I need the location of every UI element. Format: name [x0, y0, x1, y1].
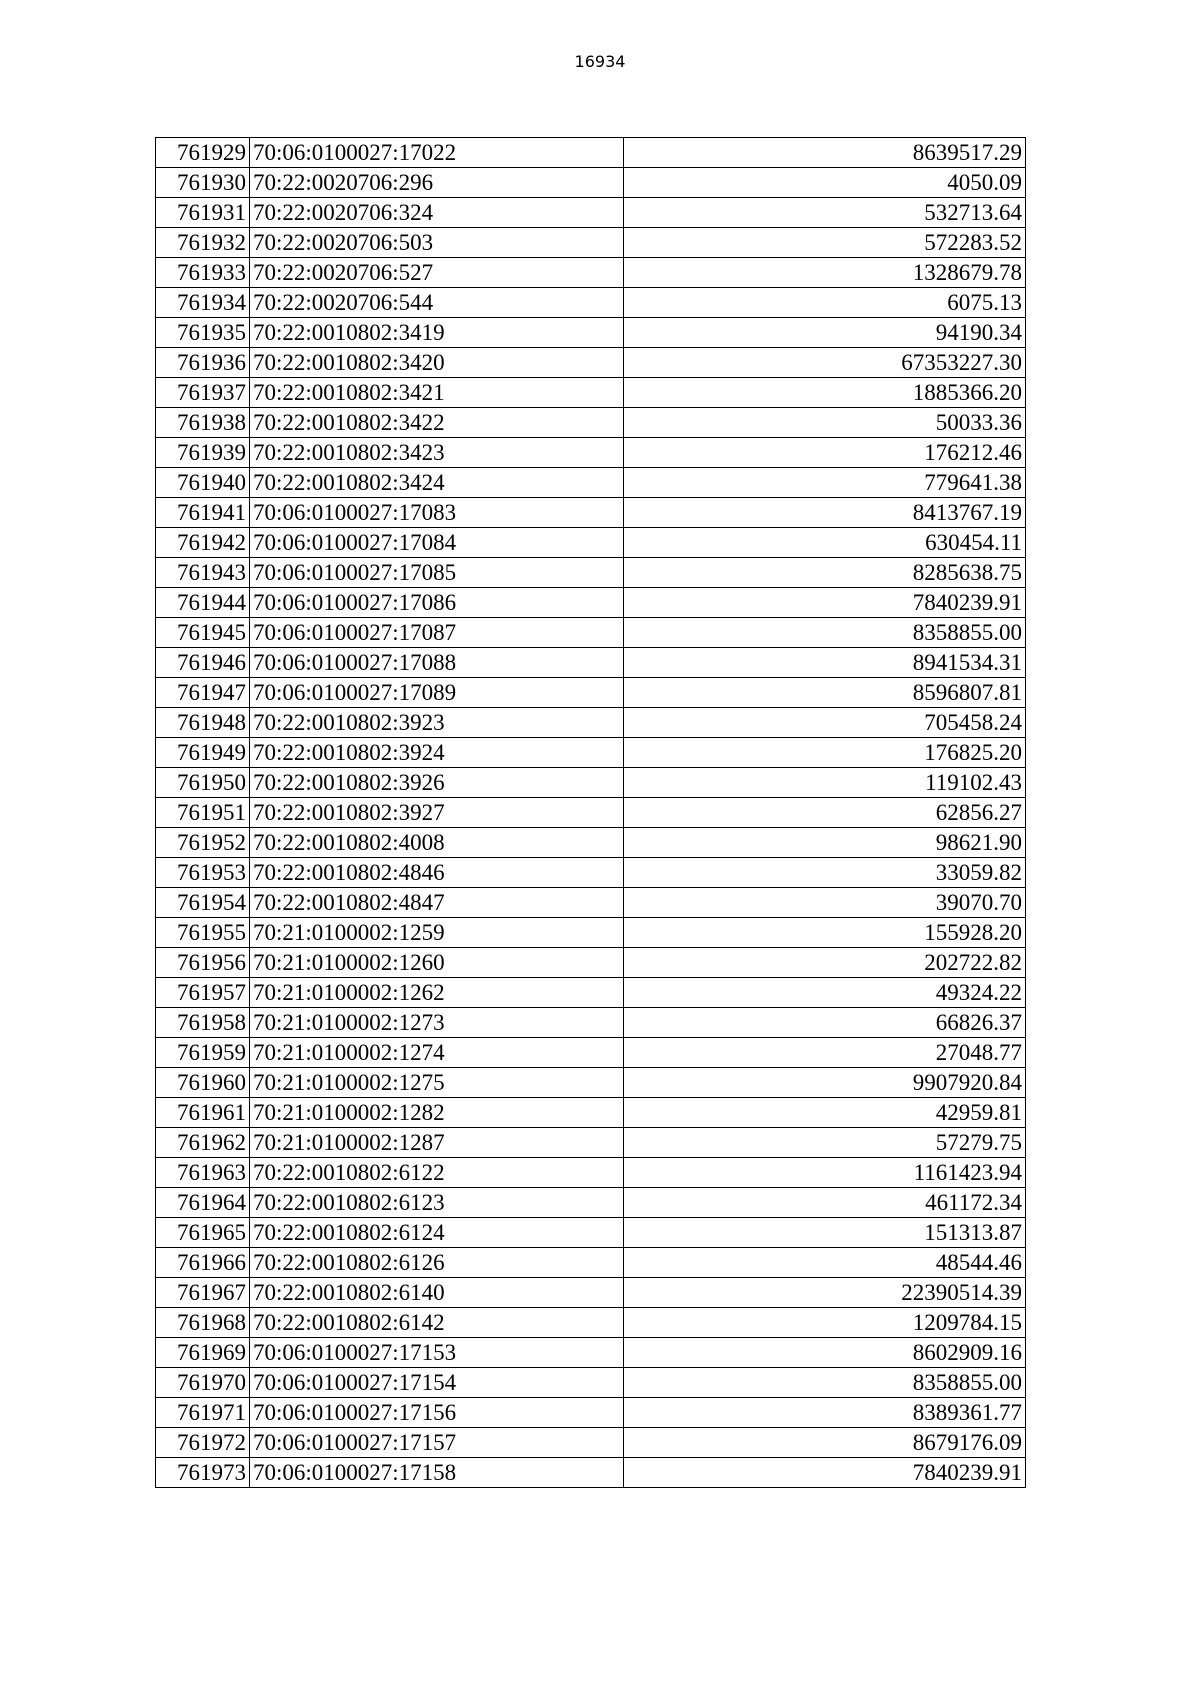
- cadastral-number-cell: 70:21:0100002:1259: [250, 918, 624, 948]
- value-cell: 176825.20: [624, 738, 1026, 768]
- table-row: [156, 558, 1026, 588]
- value-cell: 202722.82: [624, 948, 1026, 978]
- cadastral-number-cell: 70:06:0100027:17089: [250, 678, 624, 708]
- table-row: [156, 738, 1026, 768]
- value-cell: 67353227.30: [624, 348, 1026, 378]
- row-number-cell: 761972: [156, 1428, 250, 1458]
- table-row: [156, 708, 1026, 738]
- cadastral-number-cell: 70:06:0100027:17083: [250, 498, 624, 528]
- table-row: [156, 1248, 1026, 1278]
- cadastral-number-cell: 70:22:0010802:3420: [250, 348, 624, 378]
- table-row: [156, 348, 1026, 378]
- table-row: [156, 648, 1026, 678]
- row-number-cell: 761961: [156, 1098, 250, 1128]
- table-row: [156, 828, 1026, 858]
- value-cell: 8596807.81: [624, 678, 1026, 708]
- value-cell: 8602909.16: [624, 1338, 1026, 1368]
- cadastral-number-cell: 70:22:0010802:6122: [250, 1158, 624, 1188]
- table-row: [156, 528, 1026, 558]
- value-cell: 779641.38: [624, 468, 1026, 498]
- value-cell: 8358855.00: [624, 1368, 1026, 1398]
- row-number-cell: 761940: [156, 468, 250, 498]
- cadastral-number-cell: 70:06:0100027:17153: [250, 1338, 624, 1368]
- row-number-cell: 761944: [156, 588, 250, 618]
- table-row: [156, 1128, 1026, 1158]
- row-number-cell: 761946: [156, 648, 250, 678]
- row-number-cell: 761973: [156, 1458, 250, 1488]
- row-number-cell: 761945: [156, 618, 250, 648]
- row-number-cell: 761938: [156, 408, 250, 438]
- value-cell: 1161423.94: [624, 1158, 1026, 1188]
- row-number-cell: 761929: [156, 138, 250, 168]
- cadastral-number-cell: 70:21:0100002:1275: [250, 1068, 624, 1098]
- table-row: [156, 1398, 1026, 1428]
- cadastral-number-cell: 70:06:0100027:17154: [250, 1368, 624, 1398]
- row-number-cell: 761956: [156, 948, 250, 978]
- row-number-cell: 761943: [156, 558, 250, 588]
- table-row: [156, 618, 1026, 648]
- table-row: [156, 858, 1026, 888]
- table-row: [156, 198, 1026, 228]
- cadastral-number-cell: 70:22:0020706:544: [250, 288, 624, 318]
- page-number: 16934: [574, 52, 626, 71]
- value-cell: 6075.13: [624, 288, 1026, 318]
- row-number-cell: 761964: [156, 1188, 250, 1218]
- row-number-cell: 761966: [156, 1248, 250, 1278]
- row-number-cell: 761969: [156, 1338, 250, 1368]
- table-row: [156, 258, 1026, 288]
- cadastral-number-cell: 70:06:0100027:17084: [250, 528, 624, 558]
- table-row: [156, 1458, 1026, 1488]
- row-number-cell: 761953: [156, 858, 250, 888]
- value-cell: 119102.43: [624, 768, 1026, 798]
- value-cell: 27048.77: [624, 1038, 1026, 1068]
- value-cell: 49324.22: [624, 978, 1026, 1008]
- table-row: [156, 138, 1026, 168]
- table-row: [156, 378, 1026, 408]
- value-cell: 8639517.29: [624, 138, 1026, 168]
- cadastral-number-cell: 70:06:0100027:17087: [250, 618, 624, 648]
- row-number-cell: 761932: [156, 228, 250, 258]
- row-number-cell: 761971: [156, 1398, 250, 1428]
- cadastral-number-cell: 70:22:0010802:4846: [250, 858, 624, 888]
- table-row: [156, 288, 1026, 318]
- cadastral-number-cell: 70:06:0100027:17022: [250, 138, 624, 168]
- value-cell: 50033.36: [624, 408, 1026, 438]
- cadastral-number-cell: 70:22:0010802:3424: [250, 468, 624, 498]
- table-row: [156, 1098, 1026, 1128]
- table-row: [156, 1308, 1026, 1338]
- value-cell: 532713.64: [624, 198, 1026, 228]
- row-number-cell: 761962: [156, 1128, 250, 1158]
- cadastral-number-cell: 70:06:0100027:17086: [250, 588, 624, 618]
- value-cell: 98621.90: [624, 828, 1026, 858]
- value-cell: 1209784.15: [624, 1308, 1026, 1338]
- table-row: [156, 948, 1026, 978]
- row-number-cell: 761958: [156, 1008, 250, 1038]
- table-row: [156, 318, 1026, 348]
- row-number-cell: 761970: [156, 1368, 250, 1398]
- row-number-cell: 761939: [156, 438, 250, 468]
- cadastral-number-cell: 70:21:0100002:1282: [250, 1098, 624, 1128]
- value-cell: 8389361.77: [624, 1398, 1026, 1428]
- cadastral-number-cell: 70:22:0010802:6124: [250, 1218, 624, 1248]
- cadastral-number-cell: 70:22:0010802:6126: [250, 1248, 624, 1278]
- cadastral-number-cell: 70:21:0100002:1273: [250, 1008, 624, 1038]
- cadastral-number-cell: 70:22:0010802:3421: [250, 378, 624, 408]
- row-number-cell: 761952: [156, 828, 250, 858]
- cadastral-number-cell: 70:21:0100002:1260: [250, 948, 624, 978]
- table-row: [156, 408, 1026, 438]
- cadastral-number-cell: 70:22:0020706:503: [250, 228, 624, 258]
- row-number-cell: 761960: [156, 1068, 250, 1098]
- row-number-cell: 761934: [156, 288, 250, 318]
- cadastral-number-cell: 70:22:0010802:3422: [250, 408, 624, 438]
- value-cell: 8679176.09: [624, 1428, 1026, 1458]
- row-number-cell: 761930: [156, 168, 250, 198]
- table-row: [156, 918, 1026, 948]
- table-body: [156, 138, 1026, 1488]
- value-cell: 48544.46: [624, 1248, 1026, 1278]
- value-cell: 176212.46: [624, 438, 1026, 468]
- row-number-cell: 761968: [156, 1308, 250, 1338]
- cadastral-number-cell: 70:21:0100002:1287: [250, 1128, 624, 1158]
- value-cell: 7840239.91: [624, 1458, 1026, 1488]
- row-number-cell: 761933: [156, 258, 250, 288]
- row-number-cell: 761936: [156, 348, 250, 378]
- row-number-cell: 761941: [156, 498, 250, 528]
- row-number-cell: 761963: [156, 1158, 250, 1188]
- value-cell: 9907920.84: [624, 1068, 1026, 1098]
- row-number-cell: 761948: [156, 708, 250, 738]
- value-cell: 630454.11: [624, 528, 1026, 558]
- row-number-cell: 761937: [156, 378, 250, 408]
- value-cell: 33059.82: [624, 858, 1026, 888]
- value-cell: 151313.87: [624, 1218, 1026, 1248]
- value-cell: 8358855.00: [624, 618, 1026, 648]
- cadastral-number-cell: 70:22:0020706:527: [250, 258, 624, 288]
- cadastral-number-cell: 70:22:0010802:3423: [250, 438, 624, 468]
- value-cell: 62856.27: [624, 798, 1026, 828]
- value-cell: 7840239.91: [624, 588, 1026, 618]
- value-cell: 66826.37: [624, 1008, 1026, 1038]
- table-row: [156, 768, 1026, 798]
- row-number-cell: 761959: [156, 1038, 250, 1068]
- table-row: [156, 438, 1026, 468]
- cadastral-number-cell: 70:22:0010802:3923: [250, 708, 624, 738]
- value-cell: 8413767.19: [624, 498, 1026, 528]
- data-table: [155, 137, 1026, 1488]
- value-cell: 22390514.39: [624, 1278, 1026, 1308]
- table-row: [156, 468, 1026, 498]
- cadastral-number-cell: 70:06:0100027:17158: [250, 1458, 624, 1488]
- row-number-cell: 761942: [156, 528, 250, 558]
- table-row: [156, 1218, 1026, 1248]
- value-cell: 57279.75: [624, 1128, 1026, 1158]
- row-number-cell: 761965: [156, 1218, 250, 1248]
- table-row: [156, 1188, 1026, 1218]
- table-row: [156, 678, 1026, 708]
- cadastral-number-cell: 70:06:0100027:17085: [250, 558, 624, 588]
- cadastral-number-cell: 70:22:0020706:324: [250, 198, 624, 228]
- table-row: [156, 1158, 1026, 1188]
- cadastral-number-cell: 70:21:0100002:1262: [250, 978, 624, 1008]
- cadastral-number-cell: 70:22:0010802:3924: [250, 738, 624, 768]
- cadastral-number-cell: 70:22:0010802:6140: [250, 1278, 624, 1308]
- cadastral-number-cell: 70:22:0010802:6142: [250, 1308, 624, 1338]
- table-row: [156, 978, 1026, 1008]
- row-number-cell: 761947: [156, 678, 250, 708]
- cadastral-number-cell: 70:22:0010802:3419: [250, 318, 624, 348]
- table-row: [156, 1368, 1026, 1398]
- cadastral-number-cell: 70:22:0020706:296: [250, 168, 624, 198]
- value-cell: 39070.70: [624, 888, 1026, 918]
- cadastral-number-cell: 70:22:0010802:4847: [250, 888, 624, 918]
- value-cell: 572283.52: [624, 228, 1026, 258]
- table-row: [156, 1278, 1026, 1308]
- table-row: [156, 588, 1026, 618]
- value-cell: 1328679.78: [624, 258, 1026, 288]
- cadastral-number-cell: 70:22:0010802:3927: [250, 798, 624, 828]
- table-row: [156, 1068, 1026, 1098]
- cadastral-number-cell: 70:06:0100027:17157: [250, 1428, 624, 1458]
- row-number-cell: 761957: [156, 978, 250, 1008]
- value-cell: 4050.09: [624, 168, 1026, 198]
- value-cell: 1885366.20: [624, 378, 1026, 408]
- cadastral-number-cell: 70:22:0010802:6123: [250, 1188, 624, 1218]
- row-number-cell: 761950: [156, 768, 250, 798]
- table-row: [156, 228, 1026, 258]
- row-number-cell: 761954: [156, 888, 250, 918]
- table-row: [156, 1038, 1026, 1068]
- value-cell: 42959.81: [624, 1098, 1026, 1128]
- cadastral-number-cell: 70:22:0010802:3926: [250, 768, 624, 798]
- table-row: [156, 798, 1026, 828]
- value-cell: 8941534.31: [624, 648, 1026, 678]
- value-cell: 461172.34: [624, 1188, 1026, 1218]
- value-cell: 94190.34: [624, 318, 1026, 348]
- cadastral-number-cell: 70:06:0100027:17088: [250, 648, 624, 678]
- table-row: [156, 168, 1026, 198]
- table-row: [156, 1338, 1026, 1368]
- row-number-cell: 761931: [156, 198, 250, 228]
- value-cell: 705458.24: [624, 708, 1026, 738]
- cadastral-number-cell: 70:06:0100027:17156: [250, 1398, 624, 1428]
- table-row: [156, 1008, 1026, 1038]
- table-row: [156, 888, 1026, 918]
- cadastral-number-cell: 70:22:0010802:4008: [250, 828, 624, 858]
- row-number-cell: 761955: [156, 918, 250, 948]
- table-row: [156, 498, 1026, 528]
- row-number-cell: 761951: [156, 798, 250, 828]
- row-number-cell: 761967: [156, 1278, 250, 1308]
- table-row: [156, 1428, 1026, 1458]
- row-number-cell: 761935: [156, 318, 250, 348]
- value-cell: 155928.20: [624, 918, 1026, 948]
- row-number-cell: 761949: [156, 738, 250, 768]
- value-cell: 8285638.75: [624, 558, 1026, 588]
- cadastral-number-cell: 70:21:0100002:1274: [250, 1038, 624, 1068]
